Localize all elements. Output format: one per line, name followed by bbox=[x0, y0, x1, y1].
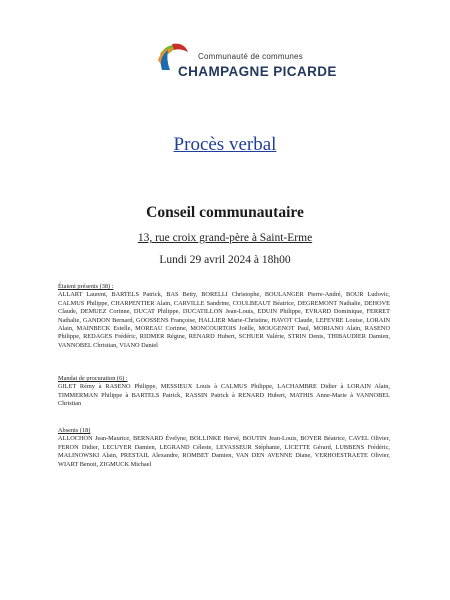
council-heading: Conseil communautaire bbox=[146, 204, 304, 221]
proxy-names: GILET Rémy à RASENO Philippe, MESSIEUX Louis à CALMUS Philippe, LACHAMBRE Didier à LORAIN Alain, TIMMERMAN Philippe à BARTELS Patrick, RASSIN Patrick à RENARD Hubert, MATHIS Anne-Marie à VANNOBEL Christian bbox=[58, 383, 390, 408]
present-label: Étaient présents (38) : bbox=[58, 283, 114, 290]
proxy-label: Mandat de procuration (6) : bbox=[58, 375, 128, 382]
proxy-section bbox=[58, 375, 390, 409]
absent-names: ALLOCHON Jean-Maurice, BERNARD Évelyne, BOLLINKE Hervé, BOUTIN Jean-Louis, BOYER Béatrice, CAVEL Olivier, FERON Didier, LECUYER Damien, LEGRAND Céleste, LEVASSEUR Stéphanie, LICETTE Gérard, LUBBENS Frédéric, MALINOWSKI Alain, PRESTAIL Alexandre, ROMBET Damien, VAN DEN AVENNE Diane, VERHOESTRAETE Olivier, WIART Benoit, ZIGMUCK Michael bbox=[58, 435, 390, 468]
logo-subtitle: Communauté de communes bbox=[198, 52, 303, 61]
absent-label: Absents (18) bbox=[58, 427, 91, 434]
meeting-address: 13, rue croix grand-père à Saint-Erme bbox=[137, 232, 313, 244]
logo bbox=[110, 40, 350, 90]
present-section bbox=[58, 283, 390, 350]
meeting-date: Lundi 29 avril 2024 à 18h00 bbox=[159, 254, 291, 266]
absent-section bbox=[58, 427, 390, 469]
page-title: Procès verbal bbox=[173, 134, 277, 155]
logo-title: CHAMPAGNE PICARDE bbox=[178, 64, 337, 79]
present-names: ALLART Laurent, BARTELS Patrick, BAS Betty, BORELLI Christophe, BOULANGER Pierre-André, BOUR Ludovic, CALMUS Philippe, CHARPENTIER Alain, CARVILLE Sandrine, COULBEAUT Béatrice, DEGREMONT Nathalie, DEHOVE Claude, DEMUEZ Corinne, DUCAT Philippe, DUCATILLON Jean-Louis, EDUIN Philippe, EVRARD Dominique, FERRET Nathalie, GANDON Bernard, GOOSSENS Françoise, HALLIER Marie-Christine, HAVOT Claude, LEFEVRE Louise, LORAIN Alain, MAINBECK Estelle, MOREAU Corinne, MONCOURTOIS Joëlle, MOUGENOT Paul, MORIANO Alain, RASENO Philippe, REDAGES Frédéric, RIDMER Régine, RENARD Hubert, SCHUER Valérie, STRIN Denis, THIBAUDIER Damien, VANNOBEL Christian, VIANO Daniel bbox=[58, 291, 390, 349]
